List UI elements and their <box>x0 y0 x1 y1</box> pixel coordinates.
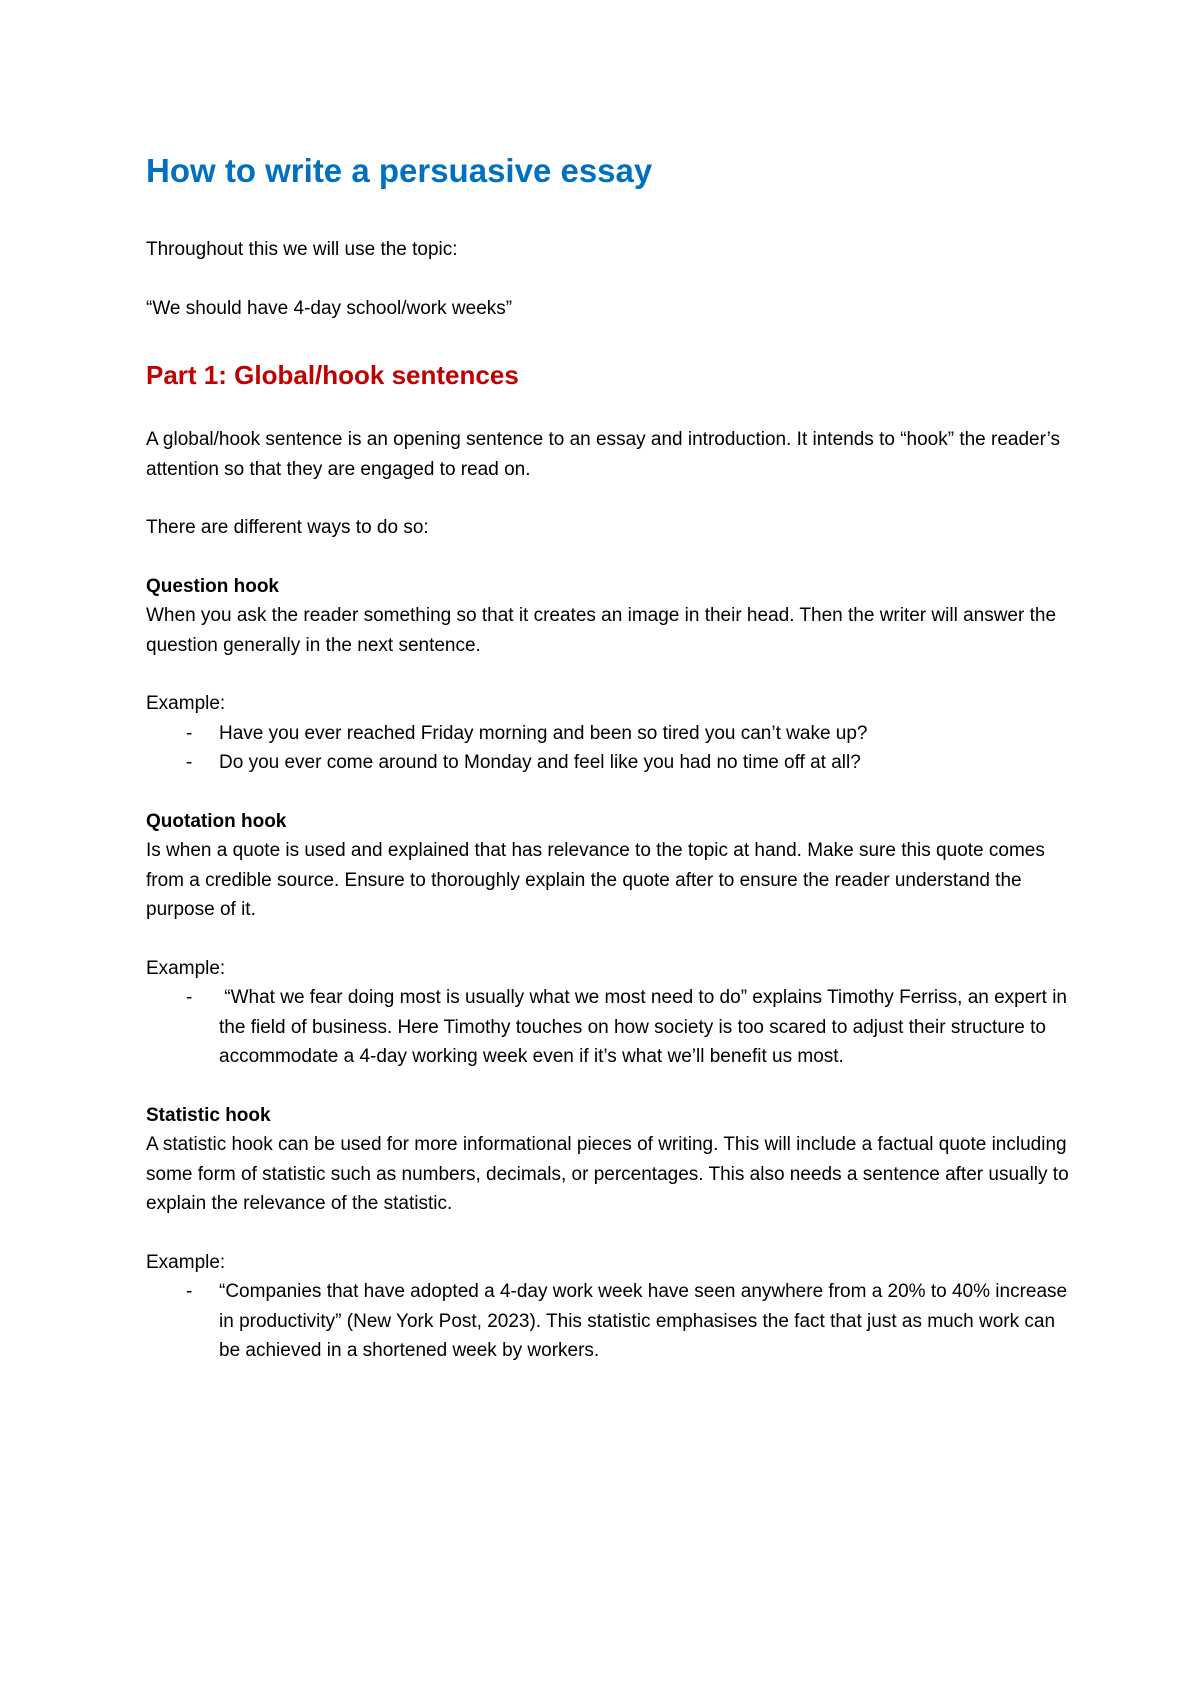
ways-intro: There are different ways to do so: <box>146 517 429 539</box>
question-hook-heading: Question hook <box>146 575 279 597</box>
statistic-hook-examples <box>146 1277 1076 1366</box>
document-body <box>146 150 1076 1366</box>
bullet-dash: - <box>186 722 193 744</box>
list-item: - Do you ever come around to Monday and feel like you had no time off at all? <box>146 748 1076 778</box>
list-item: - Have you ever reached Friday morning and been so tired you can’t wake up? <box>146 719 1076 749</box>
quotation-hook-heading: Quotation hook <box>146 810 287 832</box>
example-label: Example: <box>146 1251 226 1273</box>
question-hook-examples <box>146 719 1076 778</box>
example-label: Example: <box>146 957 226 979</box>
quotation-hook-body: Is when a quote is used and explained that has relevance to the topic at hand. Make sure this quote comes from a credible source. Ensure to thoroughly explain the quote after to ensure the reader understand the purpose of it. <box>146 840 1045 921</box>
part1-description: A global/hook sentence is an opening sentence to an essay and introduction. It intends to “hook” the reader’s attention so that they are engaged to read on. <box>146 429 1061 480</box>
part1-heading: Part 1: Global/hook sentences <box>146 360 519 391</box>
quotation-hook-examples <box>146 983 1076 1072</box>
list-item: - “Companies that have adopted a 4-day work week have seen anywhere from a 20% to 40% increase in productivity” (New York Post, 2023). This statistic emphasises the fact that just as much work can be achieved in a shortened week by workers. <box>146 1277 1076 1366</box>
bullet-dash: - <box>186 752 193 774</box>
question-hook-body: When you ask the reader something so that it creates an image in their head. Then the writer will answer the question generally in the next sentence. <box>146 605 1057 656</box>
bullet-dash: - <box>186 987 193 1009</box>
list-item: - “What we fear doing most is usually what we most need to do” explains Timothy Ferriss, an expert in the field of business. Here Timothy touches on how society is too scared to adjust their structure to accommodate a 4-day working week even if it’s what we’ll benefit us most. <box>146 983 1076 1072</box>
statistic-hook-body: A statistic hook can be used for more informational pieces of writing. This will include a factual quote including some form of statistic such as numbers, decimals, or percentages. This also needs a sentence after usually to explain the relevance of the statistic. <box>146 1134 1069 1215</box>
statistic-hook-heading: Statistic hook <box>146 1104 271 1126</box>
topic-statement: “We should have 4-day school/work weeks” <box>146 297 513 319</box>
document-title: How to write a persuasive essay <box>146 152 653 189</box>
bullet-dash: - <box>186 1281 193 1303</box>
intro-line: Throughout this we will use the topic: <box>146 239 458 261</box>
example-label: Example: <box>146 693 226 715</box>
